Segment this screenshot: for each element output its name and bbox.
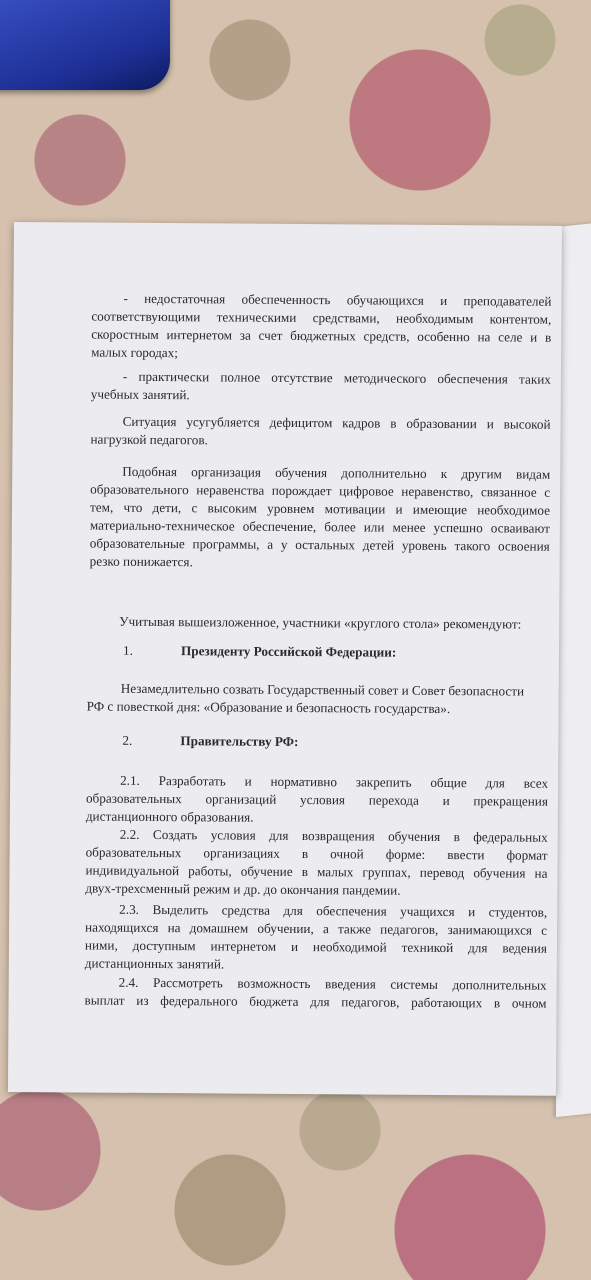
recommendation-intro: Учитывая вышеизложенное, участники «круглого стола» рекомендуют: xyxy=(119,613,522,632)
text-line: скоростным интернетом за счет бюджетных средств, особенно на селе и в xyxy=(91,326,552,345)
document-page xyxy=(8,222,562,1096)
text-line: образовательных организаций условия перехода и прекращения xyxy=(85,790,549,809)
text-line: двух-трехсменный режим и др. до окончания пандемии. xyxy=(85,880,401,898)
text-line: соответствующими техническими средствами, необходимым контентом, xyxy=(91,308,552,327)
text-line: находящихся на домашнем обучении, а также педагогов, занимающихся с xyxy=(85,919,548,938)
text-line: РФ с повесткой дня: «Образование и безопасность государства». xyxy=(86,698,451,717)
text-line: малых городах; xyxy=(91,344,179,361)
text-line: тем, что дети, с высоким уровнем мотивации и имеющие необходимое xyxy=(89,499,551,518)
section-number: 2. xyxy=(122,732,133,748)
text-line: индивидуальной работы, обучение в малых группах, перевод обучения на xyxy=(85,862,548,881)
text-line: учебных занятий. xyxy=(90,386,190,403)
text-line: нагрузкой педагогов. xyxy=(90,431,208,448)
text-line: образовательных организациях в очной форме: ввести формат xyxy=(85,844,548,863)
text-line: Незамедлительно созвать Государственный совет и Совет безопасности xyxy=(120,680,525,699)
next-page-edge xyxy=(556,223,591,1117)
text-line: 2.1. Разработать и нормативно закрепить общие для всех xyxy=(120,772,549,791)
text-line: ними, доступным интернетом и необходимой техникой для ведения xyxy=(84,937,547,956)
text-line: резко понижается. xyxy=(89,553,193,570)
text-line: образовательные программы, а у остальных детей уровень такого освоения xyxy=(89,535,550,554)
text-line: Подобная организация обучения дополнительно к другим видам xyxy=(122,463,551,482)
text-line: образовательного неравенства порождает цифровое неравенство, связанное с xyxy=(90,481,551,500)
text-line: 2.3. Выделить средства для обеспечения учащихся и студентов, xyxy=(119,901,548,920)
text-line: 2.4. Рассмотреть возможность введения системы дополнительных xyxy=(118,974,547,993)
text-line: дистанционного образования. xyxy=(85,808,254,825)
text-line: материально-техническое обеспечение, более или менее успешно осваивают xyxy=(89,517,550,536)
section-heading: Правительству РФ: xyxy=(180,733,299,749)
section-number: 1. xyxy=(122,642,133,658)
text-line: - недостаточная обеспеченность обучающихся и преподавателей xyxy=(123,290,552,309)
text-line: выплат из федерального бюджета для педагогов, работающих в очном xyxy=(84,992,547,1011)
section-heading: Президенту Российской Федерации: xyxy=(180,643,397,660)
text-line: дистанционных занятий. xyxy=(84,955,225,972)
tablet-device xyxy=(0,0,170,90)
text-line: - практически полное отсутствие методического обеспечения таких xyxy=(122,368,551,387)
text-line: Ситуация усугубляется дефицитом кадров в образовании и высокой xyxy=(122,413,551,432)
text-line: 2.2. Создать условия для возвращения обучения в федеральных xyxy=(119,826,548,845)
